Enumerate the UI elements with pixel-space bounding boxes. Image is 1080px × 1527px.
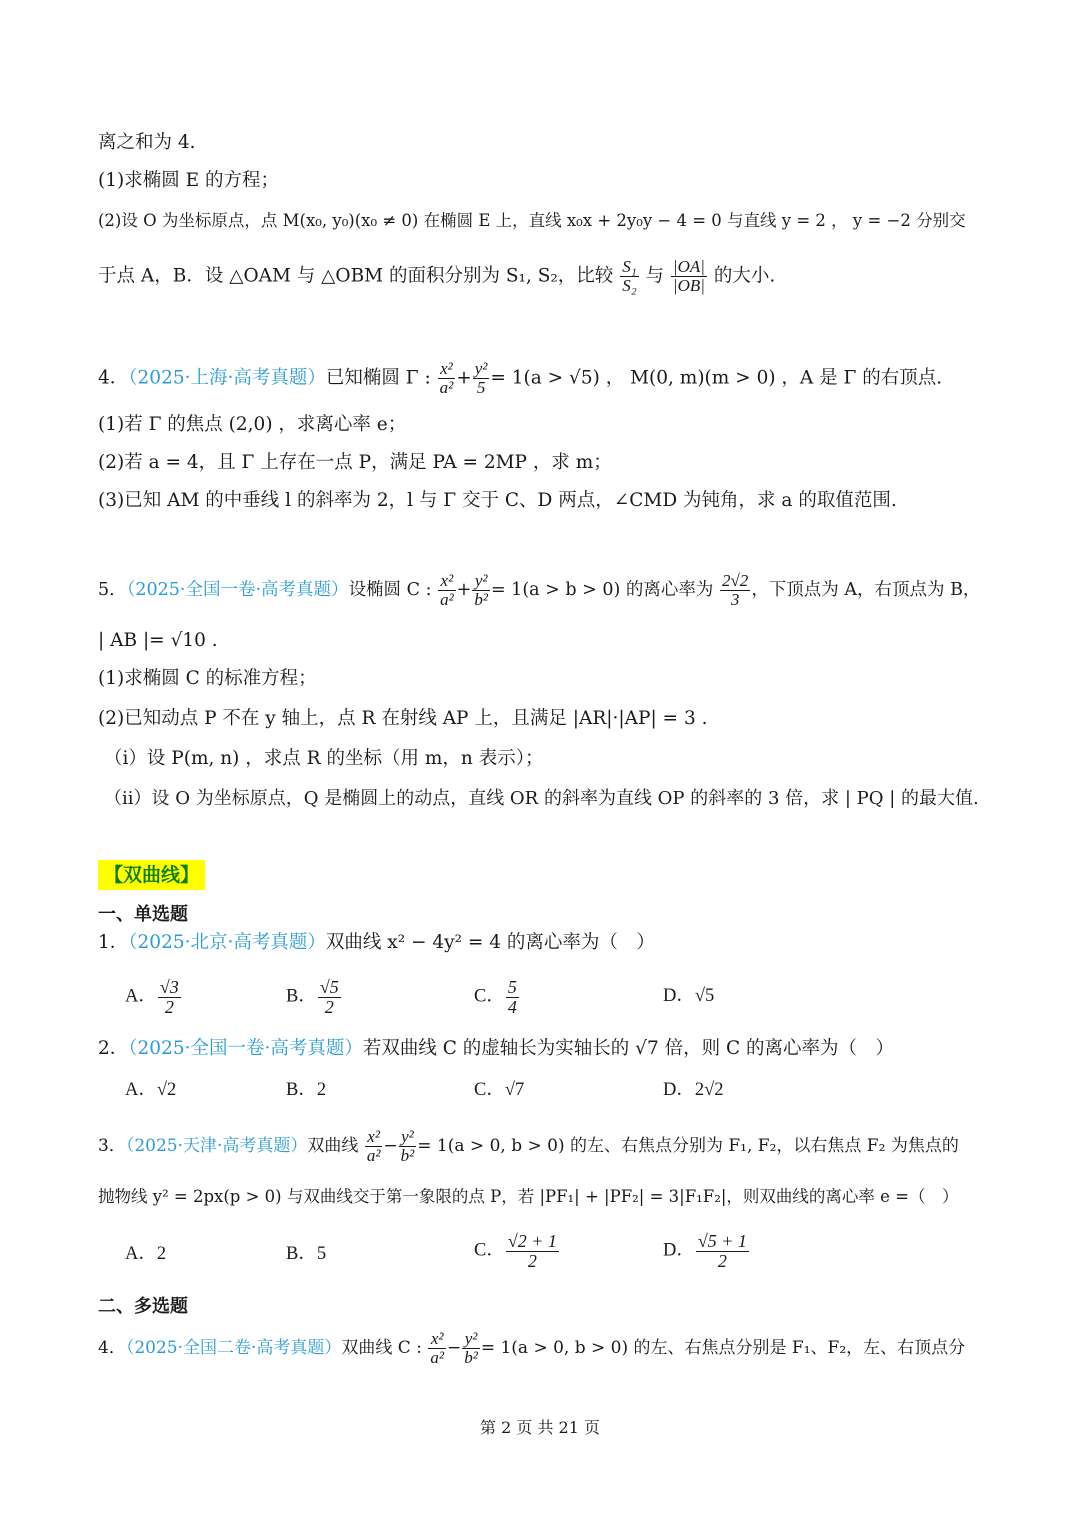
question-part [98,258,980,295]
denominator: 2 [164,996,174,1017]
fraction [318,978,341,1017]
operator: + [456,367,472,389]
fraction [438,572,456,609]
numerator: x² [428,1330,446,1349]
question-subpart: （ii）设 O 为坐标原点，Q 是椭圆上的动点，直线 OR 的斜率为直线 OP 的斜率的 3 倍，求 | PQ | 的最大值. [104,788,979,809]
denominator: a² [439,377,454,397]
source-tag: （2025·上海·高考真题） [128,367,326,389]
text-span: = 1(a > 0, b > 0) 的左、右焦点分别为 F₁, F₂，以右焦点 F₂ 为焦点的 [417,1135,959,1156]
numerator: √3 [159,977,179,997]
numerator: S₁ [622,257,637,276]
question-part: (2)设 O 为坐标原点，点 M(x₀, y₀)(x₀ ≠ 0) 在椭圆 E 上，直线 x₀x + 2y₀y − 4 = 0 与直线 y = 2 ， y = −2 分别交 [98,211,966,230]
section-heading: 一、单选题 [98,904,188,925]
fraction [365,1128,383,1165]
denominator: 3 [730,589,740,609]
question-number: 4． [98,1337,126,1358]
numerator: √5 [319,977,339,997]
denominator: S₂ [622,275,637,295]
fraction [506,978,519,1017]
denominator: a² [430,1347,444,1367]
numerator: y² [399,1128,417,1147]
option-b [286,978,342,1017]
question-4-hyperbola [98,1330,980,1367]
operator: − [446,1337,462,1358]
option-c [474,1232,560,1271]
question-1 [98,930,980,956]
question-number: 5． [98,579,127,600]
text-span: ，下顶点为 A，右顶点为 B， [751,579,981,600]
text-span: = 1(a > √5) ， M(0, m)(m > 0) ，A 是 Γ 的右顶点. [490,367,943,389]
fraction [720,572,750,609]
fraction [428,1330,446,1367]
option-a [125,978,182,1017]
fraction [473,360,490,397]
option-b: B．2 [286,1080,327,1100]
text-span: 若双曲线 C 的虚轴长为实轴长的 √7 倍，则 C 的离心率为（ ） [362,1038,895,1059]
fraction [472,572,490,609]
numerator: y² [462,1330,480,1349]
denominator: a² [440,589,454,609]
numerator: x² [438,360,456,379]
source-tag: （2025·天津·高考真题） [125,1135,308,1156]
text-span: 双曲线 x² − 4y² = 4 的离心率为（ ） [325,932,655,953]
question-subpart: （i）设 P(m, n) ，求点 R 的坐标（用 m，n 表示）； [104,748,544,769]
text-line: 离之和为 4. [98,132,196,153]
option-c [474,978,520,1017]
text-span: = 1(a > 0, b > 0) 的左、右焦点分别是 F₁、F₂，左、右顶点分 [480,1337,966,1358]
text-span: 双曲线 [307,1135,359,1156]
fraction [506,1232,559,1271]
page-footer: 第 2 页 共 21 页 [480,1418,600,1437]
fraction [671,258,707,295]
operator: − [383,1135,398,1156]
source-tag: （2025·全国二卷·高考真题） [125,1337,342,1358]
option-label: C． [474,1240,505,1261]
option-b: B．5 [286,1244,327,1264]
operator: + [456,579,472,600]
denominator: 4 [507,996,517,1017]
numerator: √5 + 1 [697,1231,747,1251]
option-label: C． [474,986,505,1007]
text-span: 于点 A，B．设 △OAM 与 △OBM 的面积分别为 S₁, S₂，比较 [98,265,614,287]
question-number: 3． [98,1135,126,1156]
fraction [620,258,638,295]
denominator: b² [464,1347,478,1367]
option-c: C．√7 [474,1080,525,1100]
section-tag: 【双曲线】 [98,860,205,890]
text-span: = 1(a > b > 0) 的离心率为 [490,579,714,600]
option-a: A．2 [125,1244,167,1264]
option-label: A． [125,986,157,1007]
question-3 [98,1128,980,1165]
fraction [438,360,456,397]
numerator: 2√2 [721,571,749,590]
question-part: (2)已知动点 P 不在 y 轴上，点 R 在射线 AP 上，且满足 |AR|·|AP| = 3 . [98,708,708,729]
text-span: 已知椭圆 Γ : [325,367,431,389]
source-tag: （2025·全国一卷·高考真题） [126,579,349,600]
question-number: 1． [98,932,129,953]
question-2 [98,1036,980,1062]
numerator: x² [438,572,456,591]
numerator: x² [365,1128,383,1147]
fraction [696,1232,749,1271]
numerator: y² [472,572,490,591]
denominator: b² [474,589,488,609]
source-tag: （2025·全国一卷·高考真题） [128,1038,363,1059]
denominator: b² [400,1145,415,1165]
text-line: | AB |= √10 . [98,630,218,651]
question-part: (3)已知 AM 的中垂线 l 的斜率为 2，l 与 Γ 交于 C、D 两点，∠CMD 为钝角，求 a 的取值范围. [98,490,897,511]
numerator: √2 + 1 [507,1231,557,1251]
question-number: 4． [98,367,129,389]
denominator: 2 [527,1250,537,1271]
question-number: 2． [98,1038,129,1059]
text-span: 设椭圆 C : [348,579,432,600]
text-span: 双曲线 C : [341,1337,422,1358]
denominator: a² [366,1145,381,1165]
option-label: B． [286,986,317,1007]
option-d: D．2√2 [663,1080,724,1100]
option-d: D．√5 [663,986,715,1006]
numerator: y² [474,359,488,378]
numerator: 5 [507,977,517,997]
section-heading: 二、多选题 [98,1296,188,1317]
text-line: 抛物线 y² = 2px(p > 0) 与双曲线交于第一象限的点 P，若 |PF₁| + |PF₂| = 3|F₁F₂|，则双曲线的离心率 e =（ ） [98,1187,959,1206]
denominator: 5 [476,377,486,397]
option-d [663,1232,750,1271]
numerator: |OA| [672,257,705,276]
question-4 [98,360,980,397]
question-part: (1)求椭圆 E 的方程； [98,170,279,191]
denominator: |OB| [672,275,705,295]
source-tag: （2025·北京·高考真题） [128,932,326,953]
text-span: 的大小. [713,265,776,287]
question-part: (2)若 a = 4，且 Γ 上存在一点 P，满足 PA = 2MP ，求 m； [98,452,612,473]
fraction [462,1330,480,1367]
question-part: (1)若 Γ 的焦点 (2,0) ，求离心率 e； [98,414,407,435]
question-part: (1)求椭圆 C 的标准方程； [98,668,317,689]
option-label: D． [663,1240,695,1261]
denominator: 2 [324,996,334,1017]
denominator: 2 [717,1250,727,1271]
text-span: 与 [645,265,665,287]
fraction [158,978,181,1017]
question-5 [98,572,980,609]
option-a: A．√2 [125,1080,177,1100]
fraction [399,1128,417,1165]
